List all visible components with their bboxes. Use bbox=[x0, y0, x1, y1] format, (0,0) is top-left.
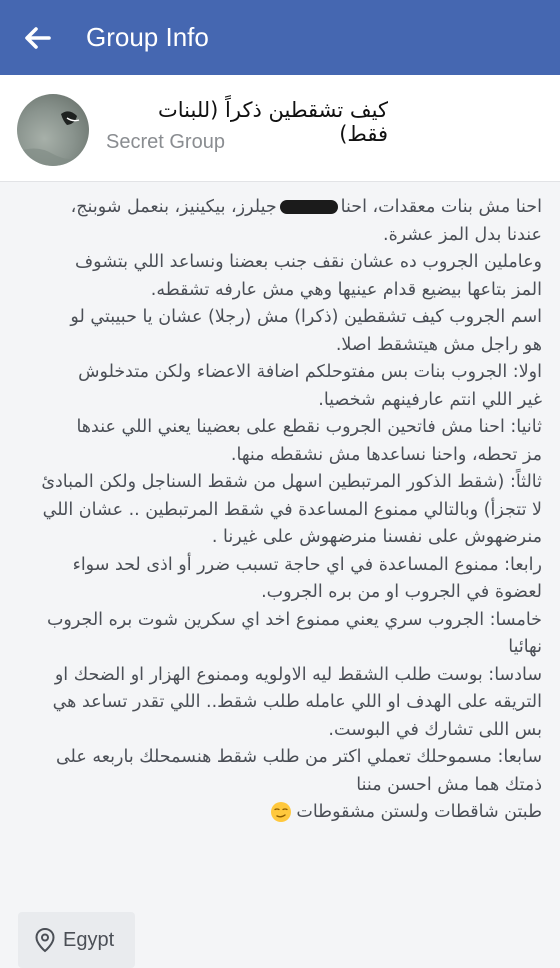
location-pin-icon bbox=[34, 927, 56, 953]
description-line bbox=[16, 497, 542, 525]
description-text: سابعا: مسموحلك تعملي اكتر من طلب شقط هنسمحلك باربعه على bbox=[55, 747, 542, 767]
description-line bbox=[16, 689, 542, 717]
description-line bbox=[16, 524, 542, 552]
description-line bbox=[16, 277, 542, 305]
description-line bbox=[16, 304, 542, 332]
app-bar bbox=[0, 0, 560, 75]
arrow-left-icon bbox=[22, 23, 52, 53]
description-line bbox=[16, 469, 542, 497]
description-text: احنا مش بنات معقدات، احنا bbox=[340, 197, 542, 217]
description-text: طبتن شاقطات ولستن مشقوطات bbox=[296, 802, 542, 822]
description-line bbox=[16, 552, 542, 580]
description-line bbox=[16, 332, 542, 360]
description-text: لعضوة في الجروب او من بره الجروب. bbox=[261, 582, 542, 602]
location-label: Egypt bbox=[63, 928, 115, 951]
description-text: اسم الجروب كيف تشقطين (ذكرا) مش (رجلا) عشان يا حبيبتي لو bbox=[70, 307, 542, 327]
description-line bbox=[16, 634, 542, 662]
group-header bbox=[0, 75, 560, 182]
description-line bbox=[16, 744, 542, 772]
group-avatar[interactable] bbox=[17, 94, 89, 166]
description-text: جيلرز، بيكينيز، بنعمل شوبنج، bbox=[70, 197, 277, 217]
description-line bbox=[16, 387, 542, 415]
description-text: المز بتاعها بيضيع قدام عينيها وهي مش عارفه تشقطه. bbox=[150, 279, 542, 300]
description-line bbox=[16, 194, 542, 222]
group-description bbox=[16, 194, 542, 827]
description-text: هو راجل مش هيتشقط اصلا. bbox=[335, 334, 542, 355]
description-text: منرضهوش على نفسنا منرضهوش على غيرنا . bbox=[211, 527, 542, 547]
description-text: ذمتك هما مش احسن مننا bbox=[356, 774, 542, 795]
description-line bbox=[16, 579, 542, 607]
description-text: اولا: الجروب بنات بس مفتوحلكم اضافة الاعضاء ولكن متدخلوش bbox=[78, 362, 542, 382]
description-line bbox=[16, 414, 542, 442]
page-title: Group Info bbox=[86, 22, 209, 52]
description-line bbox=[16, 662, 542, 690]
group-avatar-image bbox=[17, 94, 89, 166]
description-line bbox=[16, 772, 542, 800]
description-line bbox=[16, 442, 542, 470]
description-line bbox=[16, 717, 542, 745]
group-type: Secret Group bbox=[106, 131, 225, 153]
description-text: غير اللي انتم عارفينهم شخصيا. bbox=[318, 389, 542, 410]
description-text: التريقه على الهدف او اللي عامله طلب شقط.. اللي تقدر تساعد هي bbox=[52, 692, 542, 712]
description-text: نهائيا bbox=[508, 637, 542, 657]
back-button[interactable] bbox=[0, 0, 74, 75]
group-name: كيف تشقطين ذكراً (للبنات فقط) bbox=[157, 98, 388, 146]
description-text: مز تحطه، واحنا نساعدها مش نشقطه منها. bbox=[230, 444, 542, 465]
description-text: وعاملين الجروب ده عشان نقف جنب بعضنا ونساعد اللي بتشوف bbox=[75, 252, 542, 272]
description-text: خامسا: الجروب سري يعني ممنوع اخد اي سكرين شوت بره الجروب bbox=[46, 609, 542, 630]
description-line bbox=[16, 249, 542, 277]
description-text: سادسا: بوست طلب الشقط ليه الاولويه وممنوع الهزار او الضحك او bbox=[54, 664, 542, 685]
description-line bbox=[16, 799, 542, 827]
redaction-mark bbox=[280, 200, 338, 214]
description-text: رابعا: ممنوع المساعدة في اي حاجة تسبب ضرر أو اذى لحد سواء bbox=[72, 554, 542, 575]
description-line bbox=[16, 607, 542, 635]
description-text: لا تتجزأ) وبالتالي ممنوع المساعدة في شقط المرتبطين .. عشان اللي bbox=[42, 499, 542, 520]
description-line bbox=[16, 359, 542, 387]
smirking-face-emoji bbox=[270, 801, 292, 823]
description-text: ثالثاً: (شقط الذكور المرتبطين اسهل من شقط السناجل ولكن المبادئ bbox=[41, 472, 542, 492]
description-text: ثانيا: احنا مش فاتحين الجروب نقطع على بعضينا يعني اللي عندها bbox=[76, 417, 542, 437]
description-line bbox=[16, 222, 542, 250]
description-text: بس اللى تشارك في البوست. bbox=[328, 719, 542, 740]
description-text: عندنا بدل المز عشرة. bbox=[383, 224, 542, 245]
